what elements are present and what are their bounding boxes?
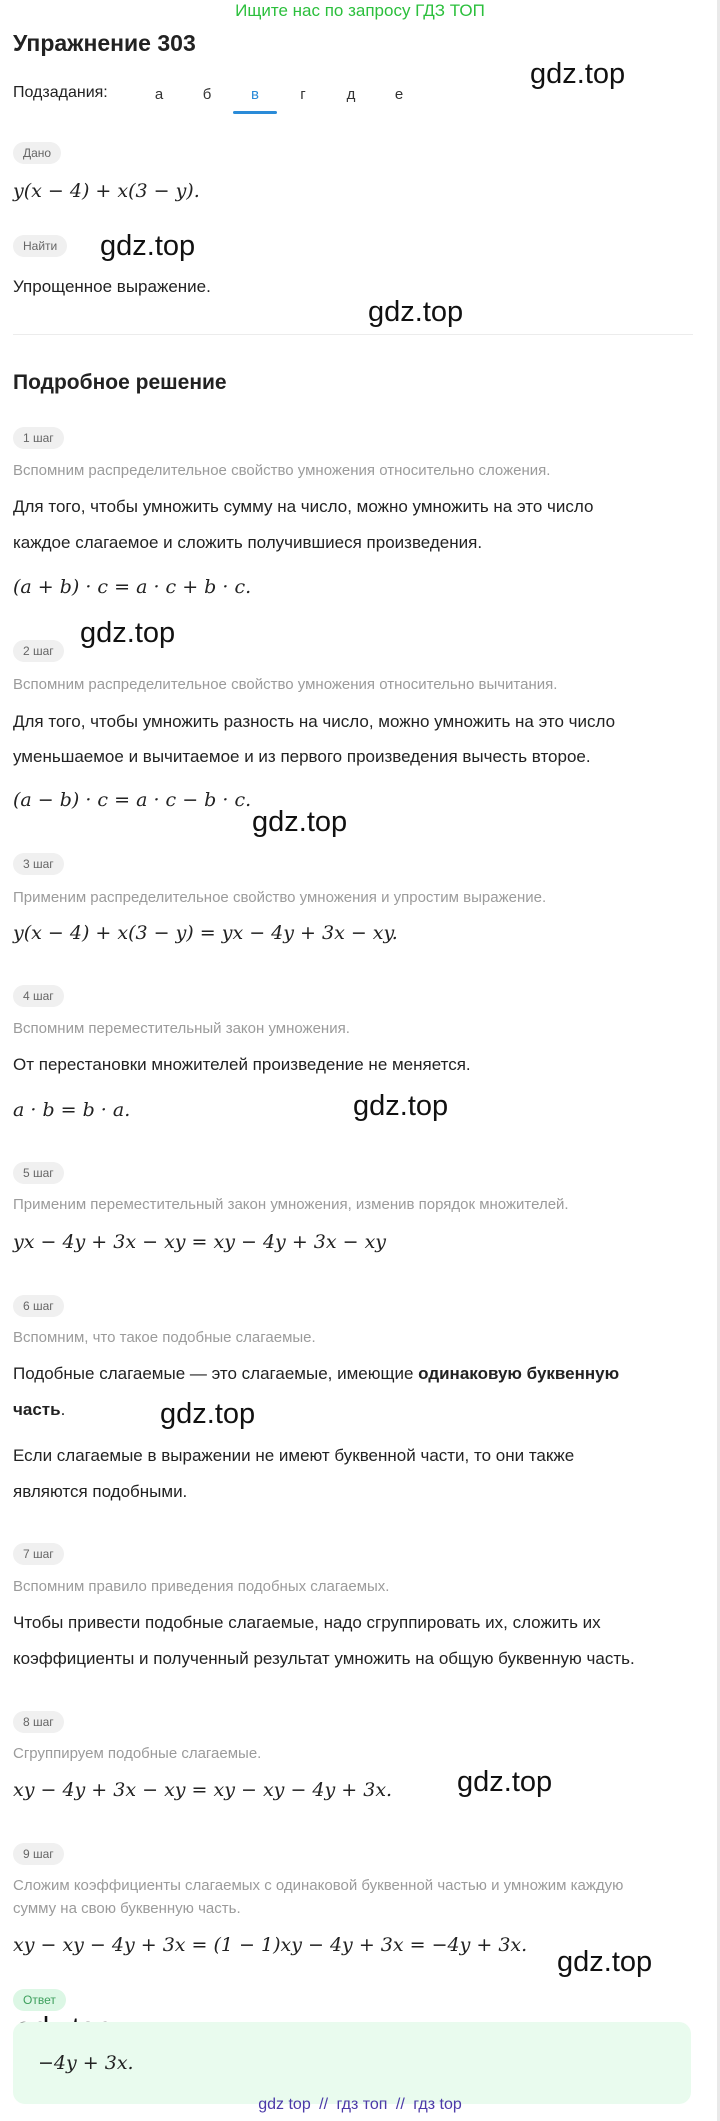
given-pill: Дано xyxy=(13,142,61,164)
step-text: Для того, чтобы умножить разность на число, можно умножить на это число xyxy=(13,712,616,731)
footer-links xyxy=(0,2096,720,2114)
footer-separator: // xyxy=(395,2096,405,2113)
step-text: Для того, чтобы умножить сумму на число, можно умножить на это число xyxy=(13,497,594,516)
bold-text: часть xyxy=(13,1400,61,1419)
subtab-a[interactable]: а xyxy=(154,86,164,103)
step-pill: 4 шаг xyxy=(13,985,64,1007)
step-pill: 5 шаг xyxy=(13,1162,64,1184)
step-text xyxy=(13,1364,619,1384)
step-pill: 2 шаг xyxy=(13,640,64,662)
answer-expression: −4y + 3x. xyxy=(38,2052,134,2074)
footer-link[interactable]: gdz top xyxy=(258,2096,311,2113)
step-pill: 8 шаг xyxy=(13,1711,64,1733)
step-note: Вспомним правило приведения подобных слагаемых. xyxy=(13,1578,390,1595)
step-note: Сгруппируем подобные слагаемые. xyxy=(13,1745,262,1762)
step-note: Вспомним распределительное свойство умножения относительно вычитания. xyxy=(13,676,558,693)
subtab-g[interactable]: г xyxy=(300,86,306,103)
step-formula: xy − xy − 4y + 3x = (1 − 1)xy − 4y + 3x = −4y + 3x. xyxy=(13,1934,528,1956)
step-note: Сложим коэффициенты слагаемых с одинаковой буквенной частью и умножим каждую xyxy=(13,1877,624,1894)
subtasks-label: Подзадания: xyxy=(13,84,108,101)
subtab-e[interactable]: е xyxy=(394,86,404,103)
given-expression: y(x − 4) + x(3 − y). xyxy=(13,180,200,202)
watermark: gdz.top xyxy=(353,1090,449,1122)
step-text: коэффициенты и полученный результат умножить на общую буквенную часть. xyxy=(13,1649,635,1668)
step-pill: 3 шаг xyxy=(13,853,64,875)
top-banner: Ищите нас по запросу ГДЗ ТОП xyxy=(235,1,485,20)
step-formula: (a + b) · c = a · c + b · c. xyxy=(13,576,252,598)
step-note: Вспомним переместительный закон умножения. xyxy=(13,1020,350,1037)
watermark: gdz.top xyxy=(100,230,196,262)
step-note: Применим переместительный закон умножения, изменив порядок множителей. xyxy=(13,1196,569,1213)
bold-text: одинаковую буквенную xyxy=(418,1364,620,1383)
step-note: Вспомним, что такое подобные слагаемые. xyxy=(13,1329,316,1346)
step-note: сумму на свою буквенную часть. xyxy=(13,1900,241,1917)
step-formula: a · b = b · a. xyxy=(13,1099,131,1121)
step-text: Чтобы привести подобные слагаемые, надо сгруппировать их, сложить их xyxy=(13,1613,601,1632)
divider xyxy=(13,334,693,335)
page-title: Упражнение 303 xyxy=(13,30,196,56)
step-text: уменьшаемое и вычитаемое и из первого произведения вычесть второе. xyxy=(13,747,591,766)
step-formula: xy − 4y + 3x − xy = xy − xy − 4y + 3x. xyxy=(13,1779,393,1801)
step-note: Применим распределительное свойство умножения и упростим выражение. xyxy=(13,889,547,906)
find-pill: Найти xyxy=(13,235,67,257)
watermark: gdz.top xyxy=(457,1766,553,1798)
solution-title: Подробное решение xyxy=(13,371,227,394)
footer-link[interactable]: гдз top xyxy=(413,2096,462,2113)
step-formula: y(x − 4) + x(3 − y) = yx − 4y + 3x − xy. xyxy=(13,922,398,944)
watermark: gdz.top xyxy=(160,1398,256,1430)
subtab-d[interactable]: д xyxy=(346,86,356,103)
watermark: gdz.top xyxy=(557,1946,653,1978)
step-pill: 1 шаг xyxy=(13,427,64,449)
step-text: каждое слагаемое и сложить получившиеся произведения. xyxy=(13,533,483,552)
step-note: Вспомним распределительное свойство умножения относительно сложения. xyxy=(13,462,551,479)
subtask-tabs xyxy=(135,76,423,114)
subtab-v-active[interactable]: в xyxy=(231,76,279,114)
step-formula: (a − b) · c = a · c − b · c. xyxy=(13,789,252,811)
step-text: Если слагаемые в выражении не имеют буквенной части, то они также xyxy=(13,1446,575,1465)
answer-pill: Ответ xyxy=(13,1989,66,2011)
text-part: . xyxy=(60,1400,66,1419)
step-pill: 7 шаг xyxy=(13,1543,64,1565)
footer-separator: // xyxy=(319,2096,329,2113)
watermark: gdz.top xyxy=(530,58,626,90)
step-pill: 9 шаг xyxy=(13,1843,64,1865)
footer-link[interactable]: гдз топ xyxy=(336,2096,388,2113)
text-part: Подобные слагаемые — это слагаемые, имеющие xyxy=(13,1364,419,1383)
subtab-b[interactable]: б xyxy=(202,86,212,103)
step-text: являются подобными. xyxy=(13,1482,188,1501)
step-text xyxy=(13,1400,65,1420)
step-formula: yx − 4y + 3x − xy = xy − 4y + 3x − xy xyxy=(13,1231,387,1253)
step-text: От перестановки множителей произведение не меняется. xyxy=(13,1055,471,1074)
watermark: gdz.top xyxy=(252,806,348,838)
watermark: gdz.top xyxy=(80,617,176,649)
find-text: Упрощенное выражение. xyxy=(13,277,211,296)
watermark: gdz.top xyxy=(368,296,464,328)
step-pill: 6 шаг xyxy=(13,1295,64,1317)
